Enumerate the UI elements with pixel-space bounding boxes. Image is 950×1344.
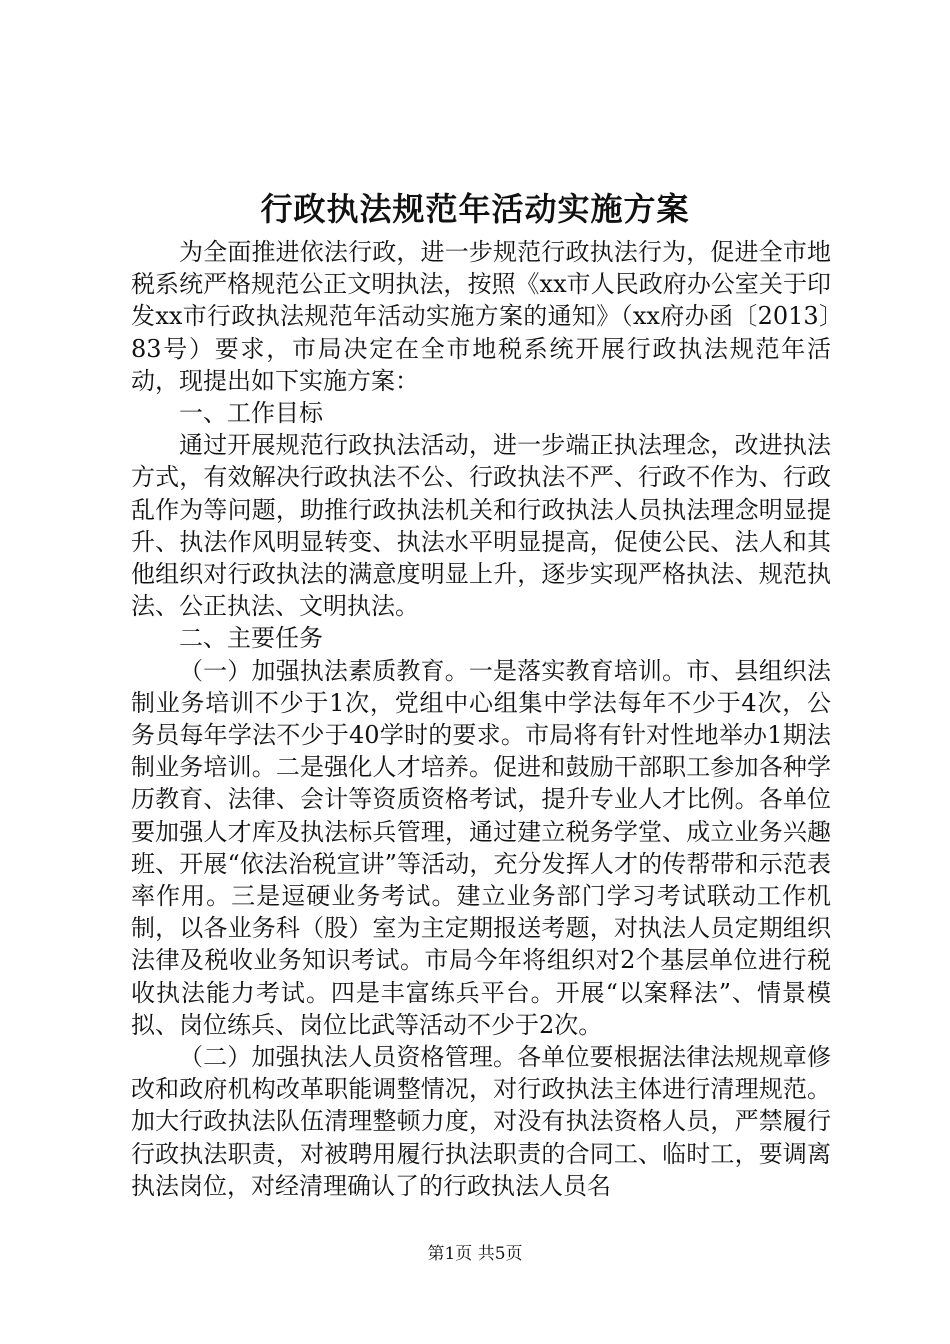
document-title: 行政执法规范年活动实施方案 (260, 190, 690, 228)
paragraph-task-1: （一）加强执法素质教育。一是落实教育培训。市、县组织法制业务培训不少于1次，党组中心组集中学法每年不少于4次，公务员每年学法不少于40学时的要求。市局将有针对性地举办1期法制业务培训。二是强化人才培养。促进和鼓励干部职工参加各种学历教育、法律、会计等资质资格考试，提升专业人才比例。各单位要加强人才库及执法标兵管理，通过建立税务学堂、成立业务兴趣班、开展“依法治税宣讲”等活动，充分发挥人才的传帮带和示范表率作用。三是逗硬业务考试。建立业务部门学习考试联动工作机制，以各业务科（股）室为主定期报送考题，对执法人员定期组织法律及税收业务知识考试。市局今年将组织对2个基层单位进行税收执法能力考试。四是丰富练兵平台。开展“以案释法”、情景模拟、岗位练兵、岗位比武等活动不少于2次。 (131, 656, 831, 1039)
document-body (131, 236, 831, 1202)
paragraph-goals: 通过开展规范行政执法活动，进一步端正执法理念，改进执法方式，有效解决行政执法不公、行政执法不严、行政不作为、行政乱作为等问题，助推行政执法机关和行政执法人员执法理念明显提升、执法作风明显转变、执法水平明显提高，促使公民、法人和其他组织对行政执法的满意度明显上升，逐步实现严格执法、规范执法、公正执法、文明执法。 (131, 431, 831, 621)
paragraph-task-2: （二）加强执法人员资格管理。各单位要根据法律法规规章修改和政府机构改革职能调整情况，对行政执法主体进行清理规范。加大行政执法队伍清理整顿力度，对没有执法资格人员，严禁履行行政执法职责，对被聘用履行执法职责的合同工、临时工，要调离执法岗位，对经清理确认了的行政执法人员名 (131, 1043, 831, 1200)
section-heading-tasks: 二、主要任务 (179, 624, 323, 653)
page-number-footer: 第1页 共5页 (427, 1244, 523, 1264)
paragraph-intro: 为全面推进依法行政，进一步规范行政执法行为，促进全市地税系统严格规范公正文明执法，按照《xx市人民政府办公室关于印发xx市行政执法规范年活动实施方案的通知》（xx府办函〔2013〕83号）要求，市局决定在全市地税系统开展行政执法规范年活动，现提出如下实施方案： (131, 238, 831, 395)
section-heading-goals: 一、工作目标 (179, 399, 323, 428)
